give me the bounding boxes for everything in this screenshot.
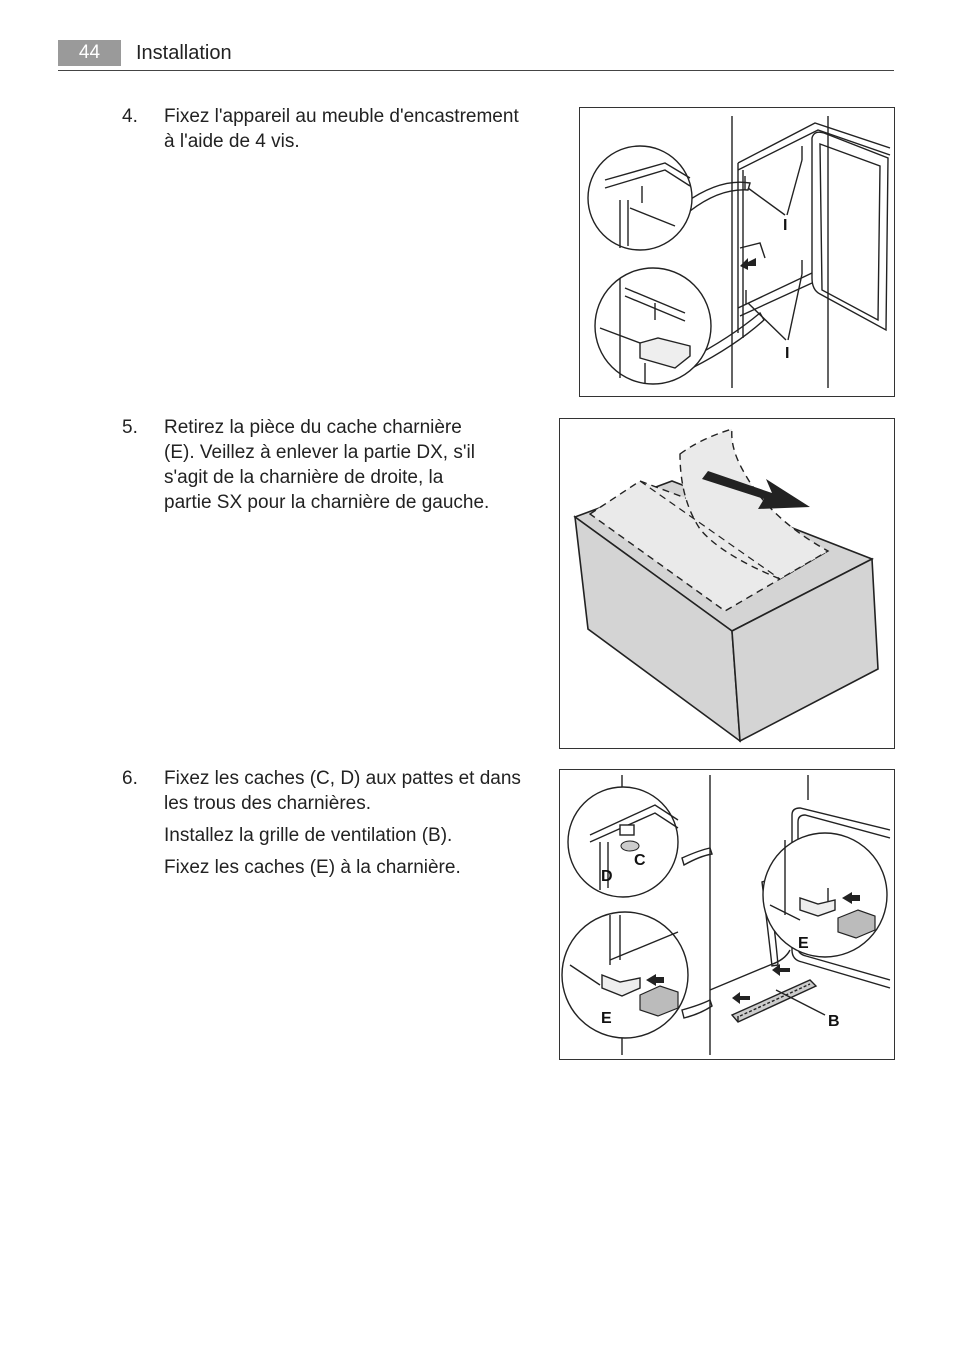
fix-screws-illustration <box>580 108 894 396</box>
section-title: Installation <box>136 42 232 64</box>
step-4 <box>122 104 522 161</box>
figure-fix-screws <box>579 107 895 397</box>
step-text-1: Fixez les caches (C, D) aux pattes et dans les trous des charnières. <box>164 768 521 814</box>
figure-hinge-cover <box>559 418 895 749</box>
covers-grille-illustration <box>560 770 894 1059</box>
page-number-badge: 44 <box>58 40 121 66</box>
label-d: D <box>601 868 613 885</box>
step-number: 5. <box>122 417 138 438</box>
step-text-2: Installez la grille de ventilation (B). <box>164 825 453 846</box>
header-divider <box>58 70 894 71</box>
step-text: Fixez l'appareil au meuble d'encastrement à l'aide de 4 vis. <box>164 106 519 152</box>
step-5 <box>122 415 492 522</box>
step-number: 4. <box>122 106 138 127</box>
label-e-right: E <box>798 935 809 952</box>
step-text: Retirez la pièce du cache charnière (E). Veillez à enlever la partie DX, s'il s'agit de la charnière de droite, la partie SX pour la charnière de gauche. <box>164 417 490 513</box>
label-c: C <box>634 852 646 869</box>
label-e-left: E <box>601 1010 612 1027</box>
label-i-top: I <box>783 217 788 234</box>
label-i-bottom: I <box>785 345 790 362</box>
figure-covers-grille <box>559 769 895 1060</box>
label-b: B <box>828 1013 840 1030</box>
step-number: 6. <box>122 768 138 789</box>
step-text-3: Fixez les caches (E) à la charnière. <box>164 857 461 878</box>
hinge-cover-illustration <box>560 419 894 748</box>
step-6 <box>122 766 522 887</box>
